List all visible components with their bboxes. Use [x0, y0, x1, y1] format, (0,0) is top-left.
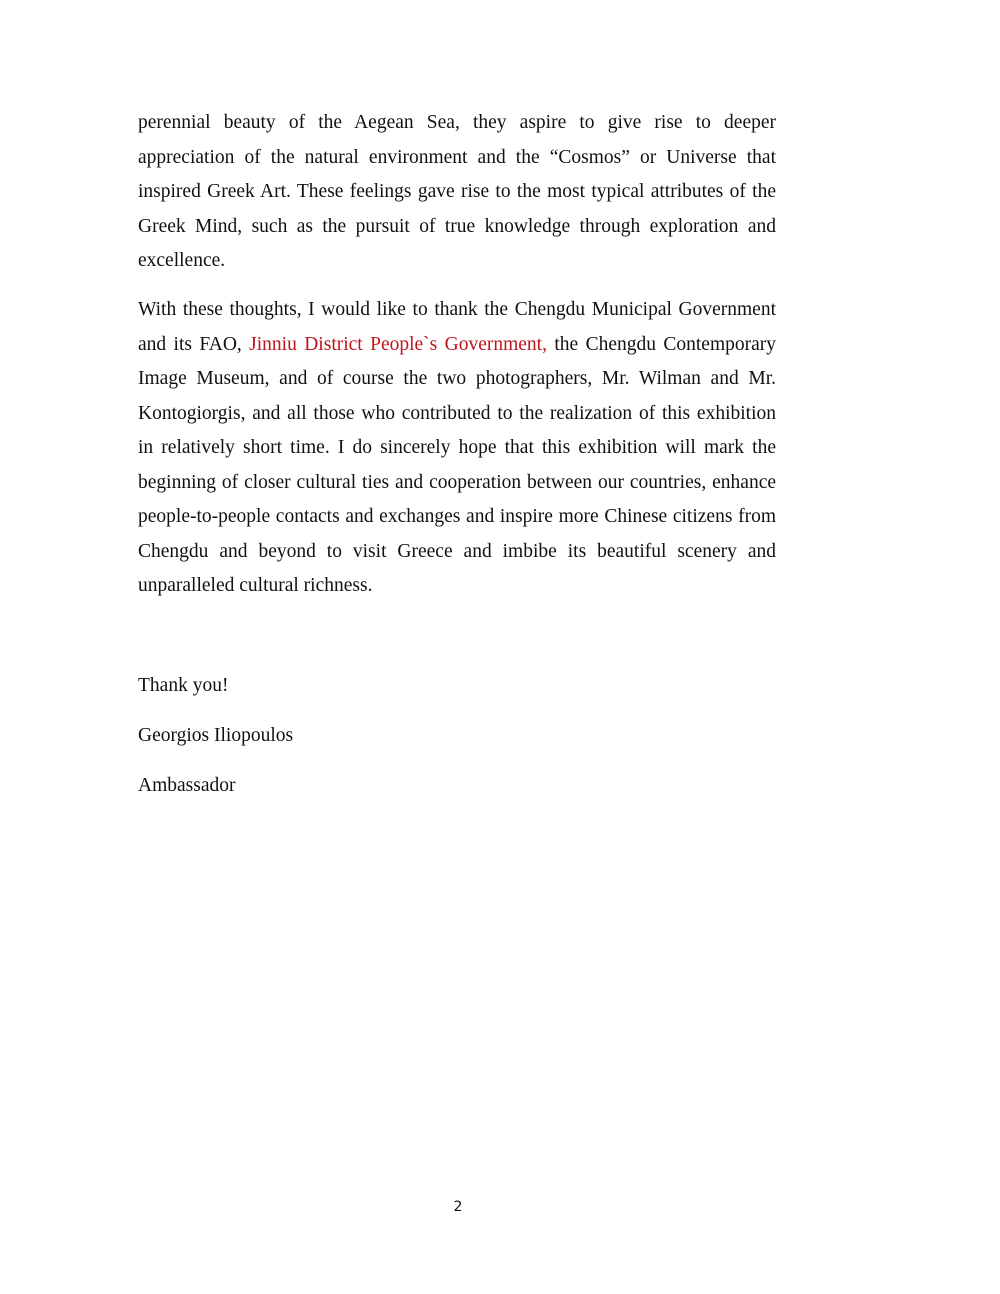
closing: Thank you! [138, 675, 229, 696]
text-line: people-to-people contacts and exchanges and inspire more Chinese citizens from [138, 506, 776, 527]
highlighted-text: Jinniu District People`s Government, [249, 333, 547, 355]
paragraph-1 [138, 106, 776, 279]
text-line: unparalleled cultural richness. [138, 575, 373, 596]
text-line: With these thoughts, I would like to thank the Chengdu Municipal Government [138, 299, 776, 320]
text-line: perennial beauty of the Aegean Sea, they aspire to give rise to deeper [138, 112, 776, 133]
signature-title: Ambassador [138, 775, 236, 796]
text-line: Kontogiorgis, and all those who contributed to the realization of this exhibition [138, 402, 776, 424]
text-segment: the Chengdu Contemporary [546, 333, 776, 355]
text-line: excellence. [138, 250, 226, 271]
text-line: appreciation of the natural environment and the “Cosmos” or Universe that [138, 146, 776, 168]
signature-name: Georgios Iliopoulos [138, 725, 294, 746]
paragraph-2 [138, 293, 776, 604]
text-line: Chengdu and beyond to visit Greece and imbibe its beautiful scenery and [138, 540, 776, 562]
text-line: Greek Mind, such as the pursuit of true knowledge through exploration and [138, 215, 776, 237]
text-line: in relatively short time. I do sincerely hope that this exhibition will mark the [138, 437, 776, 458]
text-line: beginning of closer cultural ties and cooperation between our countries, enhance [138, 471, 776, 493]
page-number: 2 [453, 1199, 463, 1215]
text-line [138, 328, 776, 363]
text-line: inspired Greek Art. These feelings gave rise to the most typical attributes of the [138, 181, 776, 202]
text-segment: and its FAO, [138, 333, 250, 355]
text-line: Image Museum, and of course the two photographers, Mr. Wilman and Mr. [138, 368, 776, 389]
